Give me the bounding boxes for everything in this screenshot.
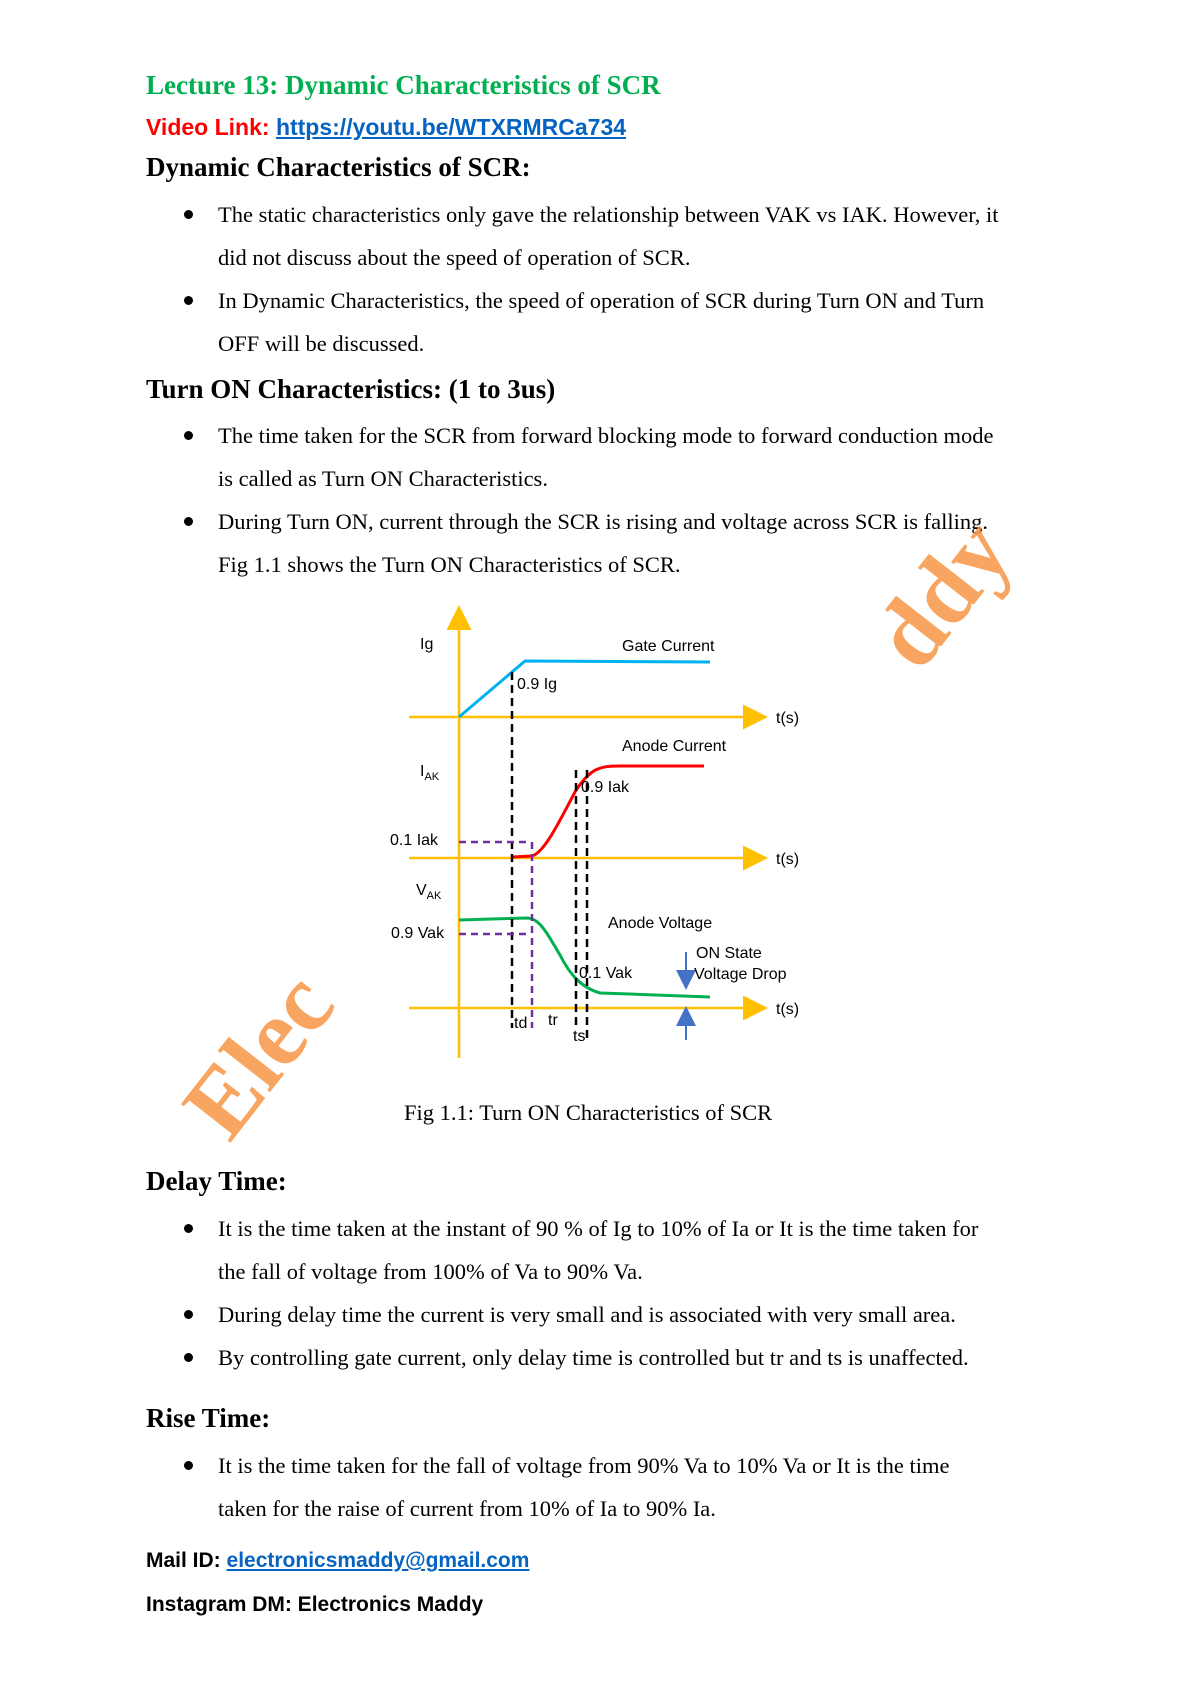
section-heading-rise: Rise Time: xyxy=(146,1403,271,1433)
anode-voltage-label: Anode Voltage xyxy=(608,915,713,932)
section-heading-turn-on: Turn ON Characteristics: (1 to 3us) xyxy=(146,374,556,404)
vak-axis-label: $V_{AK}$ xyxy=(416,882,442,902)
footer-instagram: Instagram DM: Electronics Maddy xyxy=(146,1593,484,1616)
ig-axis-label: Ig xyxy=(420,636,434,653)
bullet-item: During Turn ON, current through the SCR is rising and voltage across SCR is falling. Fig 1.1 shows the Turn ON Characteristics of SCR. xyxy=(146,500,1066,586)
mail-label: Mail ID: xyxy=(146,1549,221,1572)
bullet-item: By controlling gate current, only delay time is controlled but tr and ts is unaffected. xyxy=(146,1336,1066,1379)
bullet-item: In Dynamic Characteristics, the speed of operation of SCR during Turn ON and Turn OFF will be discussed. xyxy=(146,279,1066,365)
bullet-list-rise xyxy=(146,1444,1066,1530)
t-axis-label-anode-voltage: t(s) xyxy=(776,1001,800,1018)
bullet-item: During delay time the current is very small and is associated with very small area. xyxy=(146,1293,1066,1336)
figure-caption: Fig 1.1: Turn ON Characteristics of SCR xyxy=(404,1100,773,1125)
video-link[interactable]: https://youtu.be/WTXRMRCa734 xyxy=(275,114,627,140)
lecture-title: Lecture 13: Dynamic Characteristics of SCR xyxy=(146,70,661,100)
watermark-right: ddy xyxy=(851,499,1032,688)
bullet-list-delay xyxy=(146,1207,1066,1379)
ig-09-label: 0.9 Ig xyxy=(517,676,558,693)
bullet-item: It is the time taken for the fall of voltage from 90% Va to 10% Va or It is the time taken for the raise of current from 10% of Ia to 90% Ia. xyxy=(146,1444,1066,1530)
on-state-label-2: Voltage Drop xyxy=(694,966,787,983)
anode-current-label: Anode Current xyxy=(622,738,727,755)
bullet-item: It is the time taken at the instant of 90 % of Ig to 10% of Ia or It is the time taken for the fall of voltage from 100% of Va to 90% Va. xyxy=(146,1207,1066,1293)
gate-current-label: Gate Current xyxy=(622,638,715,655)
on-state-label-1: ON State xyxy=(696,945,762,962)
bullet-item: The static characteristics only gave the relationship between VAK vs IAK. However, it did not discuss about the speed of operation of SCR. xyxy=(146,193,1066,279)
vak-09-label: 0.9 Vak xyxy=(391,925,445,942)
iak-09-label: 0.9 Iak xyxy=(581,779,630,796)
mail-link[interactable]: electronicsmaddy@gmail.com xyxy=(226,1549,530,1572)
gate-current-curve xyxy=(459,661,710,717)
bullet-item: The time taken for the SCR from forward blocking mode to forward conduction mode is called as Turn ON Characteristics. xyxy=(146,414,1066,500)
tr-label: tr xyxy=(548,1012,558,1029)
ts-label: ts xyxy=(573,1028,586,1045)
iak-axis-label: $I_{AK}$ xyxy=(420,763,440,783)
footer-mail xyxy=(146,1549,529,1573)
watermark-left: Elec xyxy=(161,952,355,1158)
td-label: td xyxy=(514,1015,528,1032)
t-axis-label-gate: t(s) xyxy=(776,710,800,727)
video-link-label: Video Link: xyxy=(146,114,270,140)
t-axis-label-anode-current: t(s) xyxy=(776,851,800,868)
vak-01-label: 0.1 Vak xyxy=(579,965,633,982)
iak-01-label: 0.1 Iak xyxy=(390,832,439,849)
section-heading-delay: Delay Time: xyxy=(146,1166,287,1196)
section-heading-dynamic: Dynamic Characteristics of SCR: xyxy=(146,152,531,182)
